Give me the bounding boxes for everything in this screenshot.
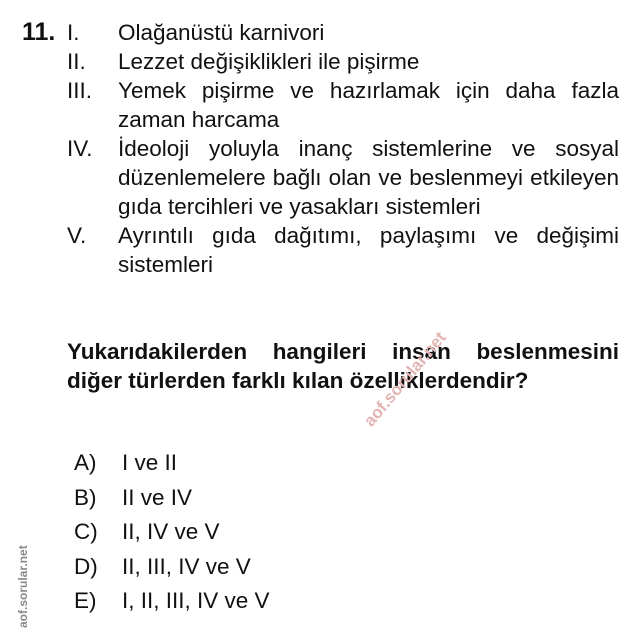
option-a[interactable] — [74, 446, 270, 481]
statement-numeral: II. — [67, 49, 86, 74]
statement-numeral: V. — [67, 223, 87, 248]
watermark-side: aof.sorular.net — [16, 545, 30, 628]
option-letter: C) — [74, 519, 98, 544]
option-letter: A) — [74, 450, 97, 475]
statement-text: Olağanüstü karnivori — [118, 20, 325, 45]
option-letter: E) — [74, 588, 97, 613]
question-number: 11. — [22, 18, 56, 46]
statement-text: Yemek pişirme ve hazırlamak için daha fazla zaman harcama — [118, 78, 619, 132]
option-letter: D) — [74, 553, 98, 579]
statement-numeral: III. — [67, 78, 93, 103]
statement-item — [67, 134, 619, 221]
statement-item — [67, 47, 619, 76]
answer-options — [74, 446, 270, 619]
statement-text: Ayrıntılı gıda dağıtımı, paylaşımı ve değişimi sistemleri — [118, 223, 619, 277]
watermark-diagonal: aof.sorular.net — [360, 328, 450, 431]
statement-text: Lezzet değişiklikleri ile pişirme — [118, 49, 420, 74]
statement-item — [67, 221, 619, 279]
option-text: II, III, IV ve V — [122, 553, 251, 579]
question-prompt: Yukarıdakilerden hangileri insan beslenmesini diğer türlerden farklı kılan özelliklerdendir? — [67, 339, 619, 393]
statement-item — [67, 18, 619, 47]
statement-text: İdeoloji yoluyla inanç sistemlerine ve sosyal düzenlemelere bağlı olan ve beslenmeyi etkileyen gıda tercihleri ve yasakları sistemleri — [118, 136, 619, 219]
option-c[interactable] — [74, 515, 270, 550]
option-text: II, IV ve V — [122, 519, 220, 544]
option-text: II ve IV — [122, 484, 193, 510]
option-letter: B) — [74, 484, 97, 510]
statement-list — [67, 18, 619, 279]
statement-numeral: I. — [67, 20, 80, 45]
option-b[interactable] — [74, 481, 270, 516]
statement-item — [67, 76, 619, 134]
option-text: I, II, III, IV ve V — [122, 588, 270, 613]
option-e[interactable] — [74, 584, 270, 619]
statement-numeral: IV. — [67, 136, 93, 161]
option-text: I ve II — [122, 450, 178, 475]
option-d[interactable] — [74, 550, 270, 585]
